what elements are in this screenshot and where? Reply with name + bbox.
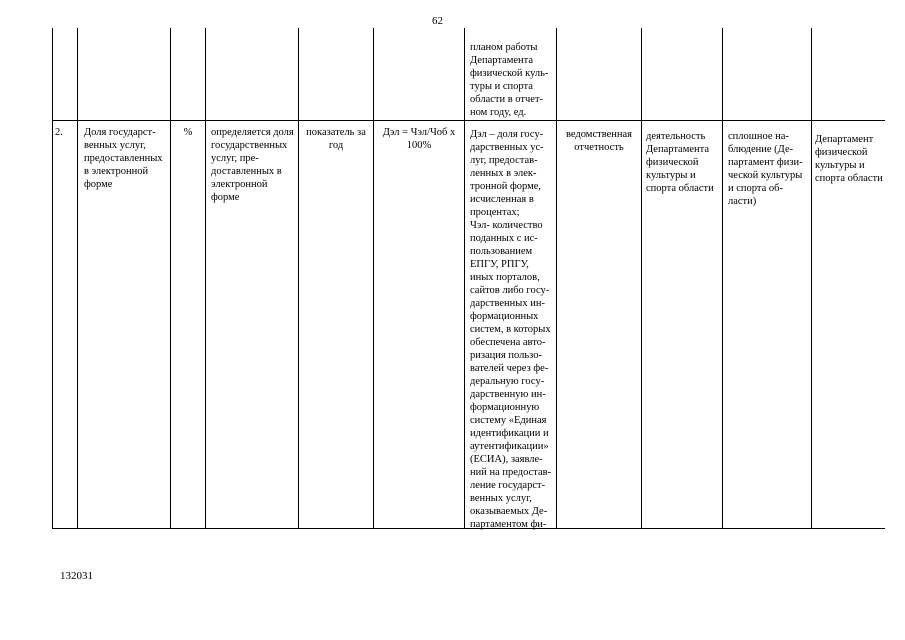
cell-data-source: ведомственная отчетность (566, 129, 632, 153)
cell-row-number: 2. (55, 127, 63, 138)
cell-indicator-type: показатель за год (306, 127, 366, 151)
page-number: 62 (432, 15, 443, 27)
column-divider (722, 28, 723, 528)
document-id: 132031 (60, 570, 93, 582)
cell-calc-description: Дэл – доля госу- дарственных ус- луг, предостав- ленных в элек- тронной форме, исчисленная в процентах; Чэл- количество поданных с ис- пользованием ЕПГУ, РПГУ, иных порталов, сайтов либо госу- дарственных ин- формационных систем, в которых обеспечена авто- ризация пользо- вателей через фе- деральную госу- дарственную ин- формационную систему «Единая идентификации и аутентификации» (ЕСИА), заявле- ний на предостав- ление государст- венных услуг, оказываемых Де- партаментом фи- (470, 129, 552, 530)
column-divider (170, 28, 171, 528)
table-bottom-border (52, 528, 885, 529)
table-row-divider (52, 120, 885, 121)
cell-method: сплошное на- блюдение (Де- партамент физи- ческой культуры и спорта об- ласти) (728, 131, 803, 207)
cell-indicator-name: Доля государст- венных услуг, предоставленных в электронной форме (84, 127, 163, 190)
column-divider (464, 28, 465, 528)
column-divider (205, 28, 206, 528)
column-divider (641, 28, 642, 528)
column-divider (77, 28, 78, 528)
cell-formula: Дэл = Чэл/Чоб х 100% (382, 127, 456, 151)
column-divider (298, 28, 299, 528)
cell-calc-note: планом работы Департамента физической куль- туры и спорта области в отчет- ном году, ед. (470, 42, 549, 118)
column-divider (373, 28, 374, 528)
cell-object: деятельность Департамента физической культуры и спорта области (646, 131, 714, 194)
cell-unit: % (183, 127, 193, 138)
column-divider (811, 28, 812, 528)
cell-responsible: Департамент физической культуры и спорта области (815, 134, 883, 184)
cell-definition: определяется доля государственных услуг, пре- доставленных в электронной форме (211, 127, 294, 203)
column-divider (52, 28, 53, 528)
